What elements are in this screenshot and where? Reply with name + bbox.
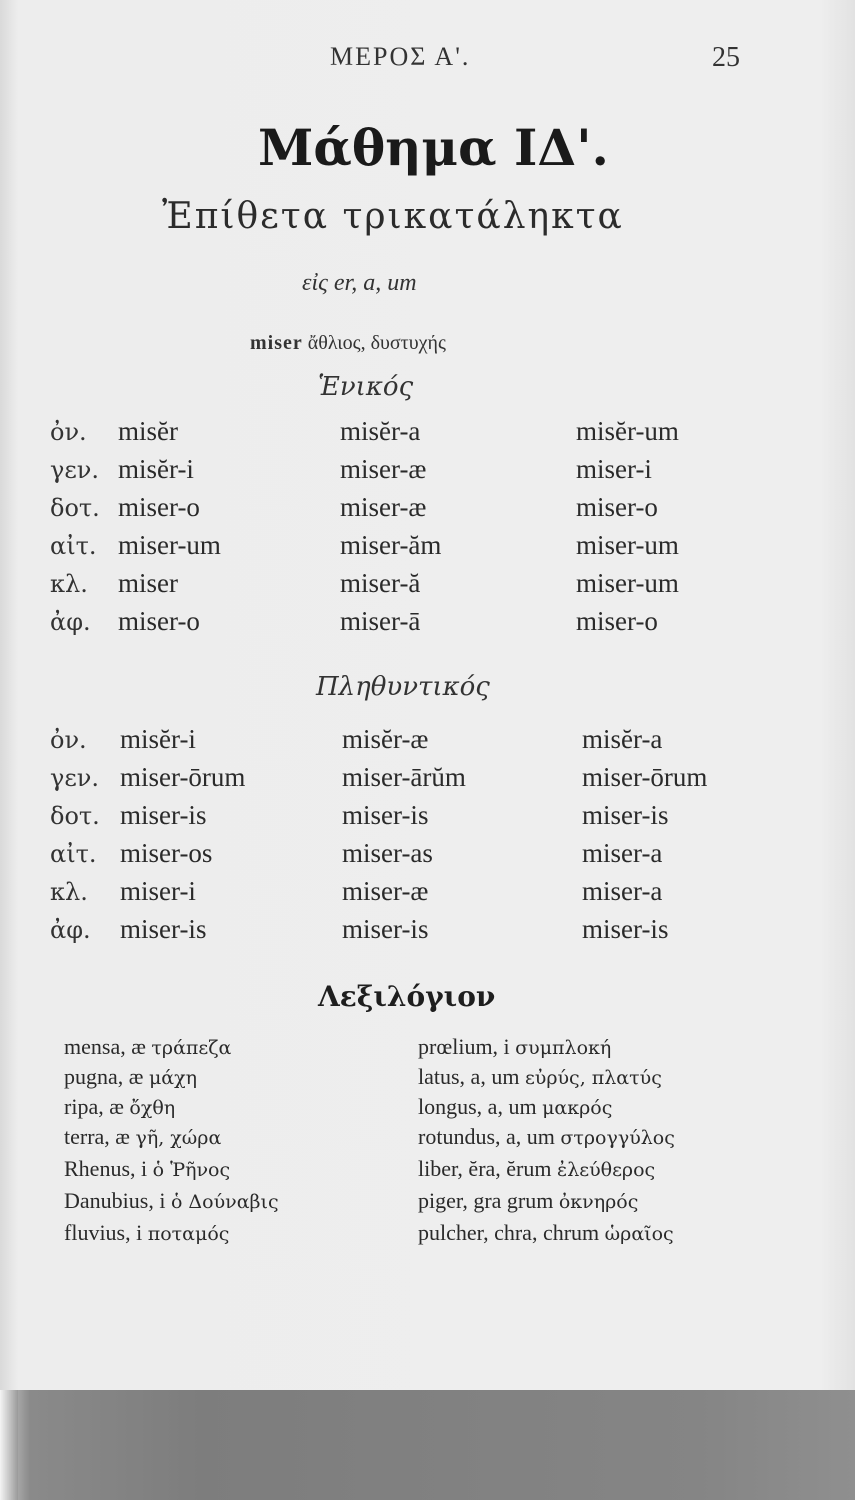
- form-masculine: miser-is: [120, 800, 207, 830]
- vocab-greek: ὀκνηρός: [558, 1191, 639, 1213]
- example-word: [250, 332, 446, 355]
- case-label: γεν.: [50, 764, 99, 792]
- vocab-entry: [64, 1156, 230, 1182]
- vocab-greek: συμπλοκή: [515, 1037, 612, 1059]
- form-masculine: miser-os: [120, 838, 213, 868]
- vocab-greek: εὐρύς, πλατύς: [524, 1067, 662, 1089]
- vocab-entry: [418, 1220, 674, 1246]
- form-masculine: misĕr-i: [120, 724, 196, 754]
- vocab-latin: Rhenus, i: [64, 1156, 148, 1181]
- page-number: 25: [712, 42, 740, 73]
- vocab-greek: ποταμός: [147, 1223, 230, 1245]
- vocab-greek: ἐλεύθερος: [557, 1159, 656, 1181]
- vocab-greek: γῆ, χώρα: [135, 1127, 222, 1149]
- vocab-greek: στρογγύλος: [560, 1127, 675, 1149]
- vocab-entry: [418, 1034, 611, 1060]
- form-neuter: misĕr-um: [576, 416, 679, 446]
- case-label: ὀν.: [50, 726, 87, 754]
- form-masculine: misĕr: [118, 416, 178, 446]
- plural-heading: Πληθυντικός: [316, 672, 490, 702]
- form-masculine: miser-is: [120, 914, 207, 944]
- form-neuter: misĕr-a: [582, 724, 663, 754]
- form-feminine: misĕr-a: [340, 416, 421, 446]
- form-neuter: miser-i: [576, 454, 652, 484]
- form-neuter: miser-um: [576, 568, 679, 598]
- scan-background: [0, 1390, 855, 1500]
- page-edge: [0, 1390, 18, 1500]
- vocab-latin: prœlium, i: [418, 1034, 510, 1059]
- case-label: ἀφ.: [50, 608, 91, 636]
- case-label: κλ.: [50, 570, 88, 598]
- form-masculine: misĕr-i: [118, 454, 194, 484]
- form-masculine: miser-o: [118, 492, 200, 522]
- singular-heading: Ἑνικός: [318, 372, 414, 402]
- form-feminine: misĕr-æ: [342, 724, 429, 754]
- vocab-latin: terra, æ: [64, 1124, 130, 1149]
- vocab-entry: [64, 1124, 221, 1150]
- form-feminine: miser-is: [342, 914, 429, 944]
- vocab-entry: [64, 1034, 231, 1060]
- case-label: δοτ.: [50, 802, 100, 830]
- form-feminine: miser-as: [342, 838, 433, 868]
- vocab-latin: fluvius, i: [64, 1220, 143, 1245]
- vocab-latin: pugna, æ: [64, 1064, 144, 1089]
- form-masculine: miser-um: [118, 530, 221, 560]
- case-label: κλ.: [50, 878, 88, 906]
- vocab-greek: ὄχθη: [129, 1097, 176, 1119]
- form-neuter: miser-um: [576, 530, 679, 560]
- form-neuter: miser-o: [576, 492, 658, 522]
- vocab-greek: μάχη: [148, 1067, 198, 1089]
- vocab-greek: τράπεζα: [151, 1037, 232, 1059]
- case-label: δοτ.: [50, 494, 100, 522]
- lesson-title: Μάθημα ΙΔ'.: [258, 118, 609, 177]
- vocab-greek: ὡραῖος: [604, 1223, 674, 1245]
- vocab-latin: pulcher, chra, chrum: [418, 1220, 600, 1245]
- vocab-entry: [64, 1064, 197, 1090]
- example-latin: miser: [250, 332, 303, 354]
- form-feminine: miser-ăm: [340, 530, 442, 560]
- case-label: γεν.: [50, 456, 99, 484]
- form-masculine: miser-i: [120, 876, 196, 906]
- form-neuter: miser-ōrum: [582, 762, 708, 792]
- vocab-entry: [418, 1094, 612, 1120]
- vocab-latin: mensa, æ: [64, 1034, 146, 1059]
- vocab-latin: longus, a, um: [418, 1094, 537, 1119]
- vocab-latin: Danubius, i: [64, 1188, 166, 1213]
- vocab-greek: ὁ Δούναβις: [170, 1191, 279, 1213]
- form-neuter: miser-a: [582, 838, 663, 868]
- vocab-latin: piger, gra grum: [418, 1188, 554, 1213]
- form-neuter: miser-is: [582, 800, 669, 830]
- vocab-entry: [418, 1064, 662, 1090]
- vocab-entry: [418, 1188, 638, 1214]
- vocab-latin: rotundus, a, um: [418, 1124, 555, 1149]
- form-feminine: miser-æ: [340, 492, 427, 522]
- case-label: αἰτ.: [50, 840, 97, 868]
- vocab-greek: ὁ Ῥῆνος: [152, 1159, 231, 1181]
- form-feminine: miser-ā: [340, 606, 421, 636]
- adjective-endings: εἰς er, a, um: [302, 270, 417, 296]
- vocab-latin: liber, ĕra, ĕrum: [418, 1156, 552, 1181]
- vocab-entry: [418, 1156, 655, 1182]
- form-neuter: miser-is: [582, 914, 669, 944]
- form-neuter: miser-o: [576, 606, 658, 636]
- form-feminine: miser-is: [342, 800, 429, 830]
- vocab-latin: latus, a, um: [418, 1064, 520, 1089]
- vocab-entry: [64, 1220, 229, 1246]
- case-label: αἰτ.: [50, 532, 97, 560]
- example-greek: ἄθλιος, δυστυχής: [307, 332, 446, 354]
- form-feminine: miser-ă: [340, 568, 421, 598]
- form-masculine: miser: [118, 568, 178, 598]
- lesson-subtitle: Ἐπίθετα τρικατάληκτα: [162, 196, 624, 237]
- form-feminine: miser-æ: [342, 876, 429, 906]
- vocab-latin: ripa, æ: [64, 1094, 124, 1119]
- vocab-entry: [64, 1188, 279, 1214]
- vocabulary-heading: Λεξιλόγιον: [318, 980, 496, 1013]
- form-neuter: miser-a: [582, 876, 663, 906]
- vocab-entry: [418, 1124, 675, 1150]
- running-head: ΜΕΡΟΣ Α'.: [330, 42, 471, 71]
- case-label: ὀν.: [50, 418, 87, 446]
- case-label: ἀφ.: [50, 916, 91, 944]
- form-masculine: miser-ōrum: [120, 762, 246, 792]
- form-feminine: miser-ārŭm: [342, 762, 466, 792]
- form-feminine: miser-æ: [340, 454, 427, 484]
- vocab-entry: [64, 1094, 175, 1120]
- form-masculine: miser-o: [118, 606, 200, 636]
- vocab-greek: μακρός: [542, 1097, 613, 1119]
